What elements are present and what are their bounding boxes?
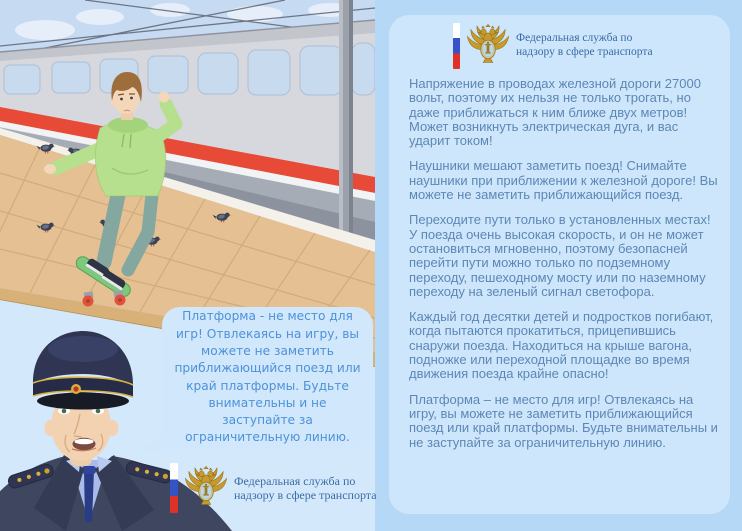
info-panel (389, 15, 730, 514)
agency-name-line1: Федеральная служба по (234, 473, 356, 488)
agency-name-line2: надзору в сфере транспорта (516, 46, 653, 58)
safety-paragraph-crossing: Переходите пути только в установленных местах! У поезда очень высокая скорость, и он не может остановиться мгновенно, поэтому безопасней перейти пути можно только по подземному переходу, пешеходному мосту или по наземному переходу на зеленый сигнал светофора. (409, 212, 711, 299)
agency-name (516, 32, 653, 59)
speech-bubble (162, 307, 373, 448)
agency-logo-bottom (170, 463, 377, 513)
agency-logo-top (453, 23, 722, 69)
agency-name-line1: Федеральная служба по (516, 32, 633, 45)
safety-paragraph-voltage: Напряжение в проводах железной дороги 27000 вольт, поэтому их нельзя не только трогать, но даже приближаться к ним ближе двух метров! Может возникнуть электрическая дуга, и вас ударит током! (409, 76, 701, 149)
safety-paragraph-headphones: Наушники мешают заметить поезд! Снимайте наушники при приближении к железной дороге! Вы можете не заметить приближающийся поезд. (409, 158, 718, 203)
agency-name-line2: надзору в сфере транспорта (234, 488, 377, 502)
russian-flag-icon (453, 23, 460, 69)
safety-paragraph-trainsurf: Каждый год десятки детей и подростков погибают, когда пытаются прокатиться, прицепившись снаружи поезда. Находиться на крыше вагона, подножке или переходной площадке во время движения поезда крайне опасно! (409, 309, 714, 382)
eagle-emblem-icon (184, 466, 228, 510)
safety-paragraph-platform: Платформа – не место для игр! Отвлекаясь на игру, вы можете не заметить приближающийся поезд или край платформы. Будьте внимательны и не заступайте за ограничительную линию. (409, 391, 718, 450)
russian-flag-icon (170, 463, 178, 513)
speech-bubble-text: Платформа - не место для игр! Отвлекаясь на игру, вы можете не заметить приближающийся поезд или край платформы. Будьте внимательны и не заступайте за ограничительную линию. (174, 309, 361, 445)
agency-name (234, 474, 377, 502)
eagle-emblem-icon (466, 24, 510, 68)
safety-paragraphs (409, 77, 722, 450)
